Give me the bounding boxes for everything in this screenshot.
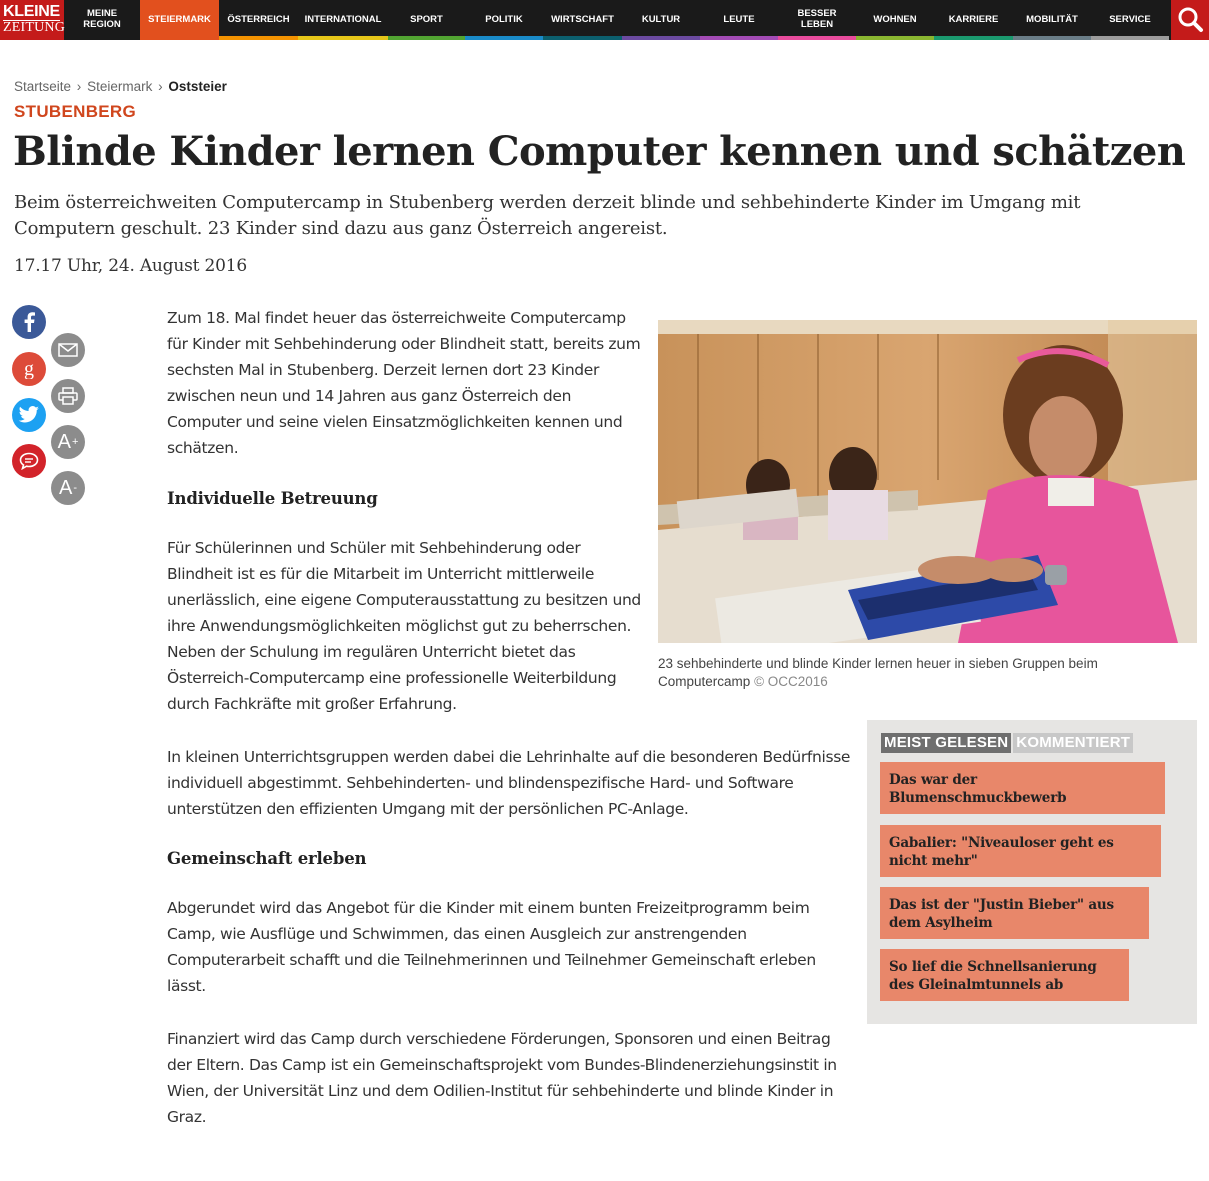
nav-label: MEINE REGION (83, 8, 121, 30)
tab-meist-gelesen[interactable]: MEIST GELESEN (881, 733, 1011, 753)
font-smaller-label: A (58, 476, 73, 499)
breadcrumb-separator: › (76, 79, 82, 94)
search-button[interactable] (1171, 0, 1209, 40)
nav-color-stripe (298, 36, 388, 40)
nav-item-steiermark[interactable] (140, 0, 219, 40)
nav-item-wohnen[interactable] (856, 0, 934, 40)
nav-color-stripe (700, 36, 778, 40)
nav-item-meine-region[interactable] (64, 0, 140, 40)
nav-label: ÖSTERREICH (227, 13, 290, 25)
nav-label: MOBILITÄT (1026, 13, 1078, 25)
nav-item-wirtschaft[interactable] (543, 0, 622, 40)
nav-color-stripe (64, 36, 140, 40)
logo-top-text: KLEINE (3, 3, 60, 20)
comment-button[interactable] (12, 444, 46, 478)
breadcrumb-startseite[interactable]: Startseite (14, 79, 72, 94)
nav-color-stripe (140, 36, 219, 40)
nav-label: WOHNEN (873, 13, 917, 25)
nav-item-sport[interactable] (388, 0, 465, 40)
article-paragraph-2: Für Schülerinnen und Schüler mit Sehbehinderung oder Blindheit ist es für die Mitarbeit im Unterricht mittlerweile unerlässlich, eine eigene Computerausstattung zu besitzen und ihre Anwendungsmöglichkeiten möglichst gut zu beherrschen. Neben der Schulung im regulären Unterricht bietet das Österreich-Computercamp eine professionelle Weiterbildung durch Fachkräfte mit großer Erfahrung. (167, 539, 641, 713)
article-paragraph-3: In kleinen Unterrichtsgruppen werden dabei die Lehrinhalte auf die besonderen Bedürfnisse individuell abgestimmt. Sehbehinderten- und blindenspezifische Hard- und Software unterstützen den effizienten Umgang mit der persönlichen PC-Anlage. (167, 748, 851, 818)
google-plus-icon (20, 359, 38, 379)
nav-color-stripe (388, 36, 465, 40)
most-read-item[interactable]: Gabalier: "Niveauloser geht es nicht mehr" (880, 825, 1161, 877)
nav-label: KARRIERE (948, 13, 999, 25)
nav-label: KULTUR (641, 13, 681, 25)
article-date: 17.17 Uhr, 24. August 2016 (14, 256, 247, 276)
nav-label: WIRTSCHAFT (551, 13, 614, 25)
article-paragraph-1: Zum 18. Mal findet heuer das österreichweite Computercamp für Kinder mit Sehbehinderung oder Blindheit statt, bereits zum sechsten Mal in Stubenberg. Derzeit lernen dort 23 Kinder zwischen neun und 14 Jahren aus ganz Österreich den Computer und seine vielen Einsatzmöglichkeiten kennen und schätzen. (167, 309, 641, 457)
nav-color-stripe (543, 36, 622, 40)
most-read-tabs (881, 733, 1133, 753)
google-plus-share-button[interactable] (12, 352, 46, 386)
logo-bottom-text: ZEITUNG (3, 20, 66, 35)
article-subheading-1: Individuelle Betreuung (167, 489, 378, 508)
nav-item-besser-leben[interactable] (778, 0, 856, 40)
facebook-share-button[interactable] (12, 305, 46, 339)
nav-color-stripe (622, 36, 700, 40)
font-larger-label: A (57, 430, 71, 453)
nav-item-oesterreich[interactable] (219, 0, 298, 40)
twitter-share-button[interactable] (12, 398, 46, 432)
article-paragraph-5: Finanziert wird das Camp durch verschiedene Förderungen, Sponsoren und einen Beitrag der Eltern. Das Camp ist ein Gemeinschaftsprojekt vom Bundes-Blindenerziehungsinstit in Wien, der Universität Linz und dem Odilien-Institut für sehbehinderte und blinde Kinder in Graz. (167, 1030, 837, 1126)
photo-credit: © OCC2016 (754, 674, 828, 689)
article-subheading-2: Gemeinschaft erleben (167, 849, 367, 868)
site-logo[interactable] (0, 0, 64, 40)
most-read-item[interactable]: Das ist der "Justin Bieber" aus dem Asylheim (880, 887, 1149, 939)
nav-item-international[interactable] (298, 0, 388, 40)
svg-text:g: g (24, 359, 34, 379)
comment-icon (19, 452, 39, 470)
article-paragraph-4: Abgerundet wird das Angebot für die Kinder mit einem bunten Freizeitprogramm beim Camp, wie Ausflüge und Schwimmen, das einen Ausgleich zur anstrengenden Computerarbeit schafft und die Teilnehmerinnen und Teilnehmer Gemeinschaft erleben lässt. (167, 899, 816, 995)
photo-caption (658, 655, 1158, 691)
print-icon (58, 387, 78, 405)
nav-color-stripe (1013, 36, 1091, 40)
nav-color-stripe (219, 36, 298, 40)
article-title: Blinde Kinder lernen Computer kennen und schätzen (13, 128, 1186, 175)
nav-item-leute[interactable] (700, 0, 778, 40)
breadcrumb-steiermark[interactable]: Steiermark (87, 79, 153, 94)
nav-item-politik[interactable] (465, 0, 543, 40)
breadcrumb (14, 79, 227, 94)
tab-kommentiert[interactable]: KOMMENTIERT (1013, 733, 1133, 753)
nav-item-service[interactable] (1091, 0, 1169, 40)
nav-color-stripe (856, 36, 934, 40)
font-larger-sign: + (71, 436, 79, 448)
nav-color-stripe (934, 36, 1013, 40)
nav-label: STEIERMARK (148, 13, 211, 25)
nav-label: LEUTE (723, 13, 755, 25)
font-smaller-sign: - (73, 482, 77, 494)
mail-icon (58, 343, 78, 357)
nav-item-kultur[interactable] (622, 0, 700, 40)
font-smaller-button[interactable] (51, 471, 85, 505)
top-navigation (0, 0, 1209, 40)
caption-text: 23 sehbehinderte und blinde Kinder lernen heuer in sieben Gruppen beim Computercamp (658, 656, 1098, 689)
twitter-icon (18, 406, 40, 424)
nav-label: BESSER LEBEN (797, 8, 837, 30)
most-read-item[interactable]: So lief die Schnellsanierung des Gleinalmtunnels ab (880, 949, 1129, 1001)
nav-label: INTERNATIONAL (304, 13, 382, 25)
nav-color-stripe (465, 36, 543, 40)
article-photo[interactable] (658, 320, 1197, 643)
print-button[interactable] (51, 379, 85, 413)
most-read-item[interactable]: Das war der Blumenschmuckbewerb (880, 762, 1165, 814)
nav-color-stripe (778, 36, 856, 40)
breadcrumb-separator: › (158, 79, 163, 94)
nav-item-karriere[interactable] (934, 0, 1013, 40)
font-larger-button[interactable] (51, 425, 85, 459)
nav-label: SPORT (410, 13, 443, 25)
breadcrumb-current[interactable]: Oststeier (168, 79, 227, 94)
nav-label: POLITIK (485, 13, 523, 25)
facebook-icon (21, 312, 37, 332)
photo-illustration (658, 320, 1197, 643)
mail-share-button[interactable] (51, 333, 85, 367)
nav-color-stripe (1091, 36, 1169, 40)
nav-label: SERVICE (1109, 13, 1151, 25)
article-kicker: STUBENBERG (14, 102, 137, 121)
search-icon (1171, 0, 1209, 40)
nav-item-mobilitaet[interactable] (1013, 0, 1091, 40)
article-lead: Beim österreichweiten Computercamp in Stubenberg werden derzeit blinde und sehbehinderte Kinder im Umgang mit Computern geschult. 23 Kinder sind dazu aus ganz Österreich angereist. (14, 192, 1081, 239)
